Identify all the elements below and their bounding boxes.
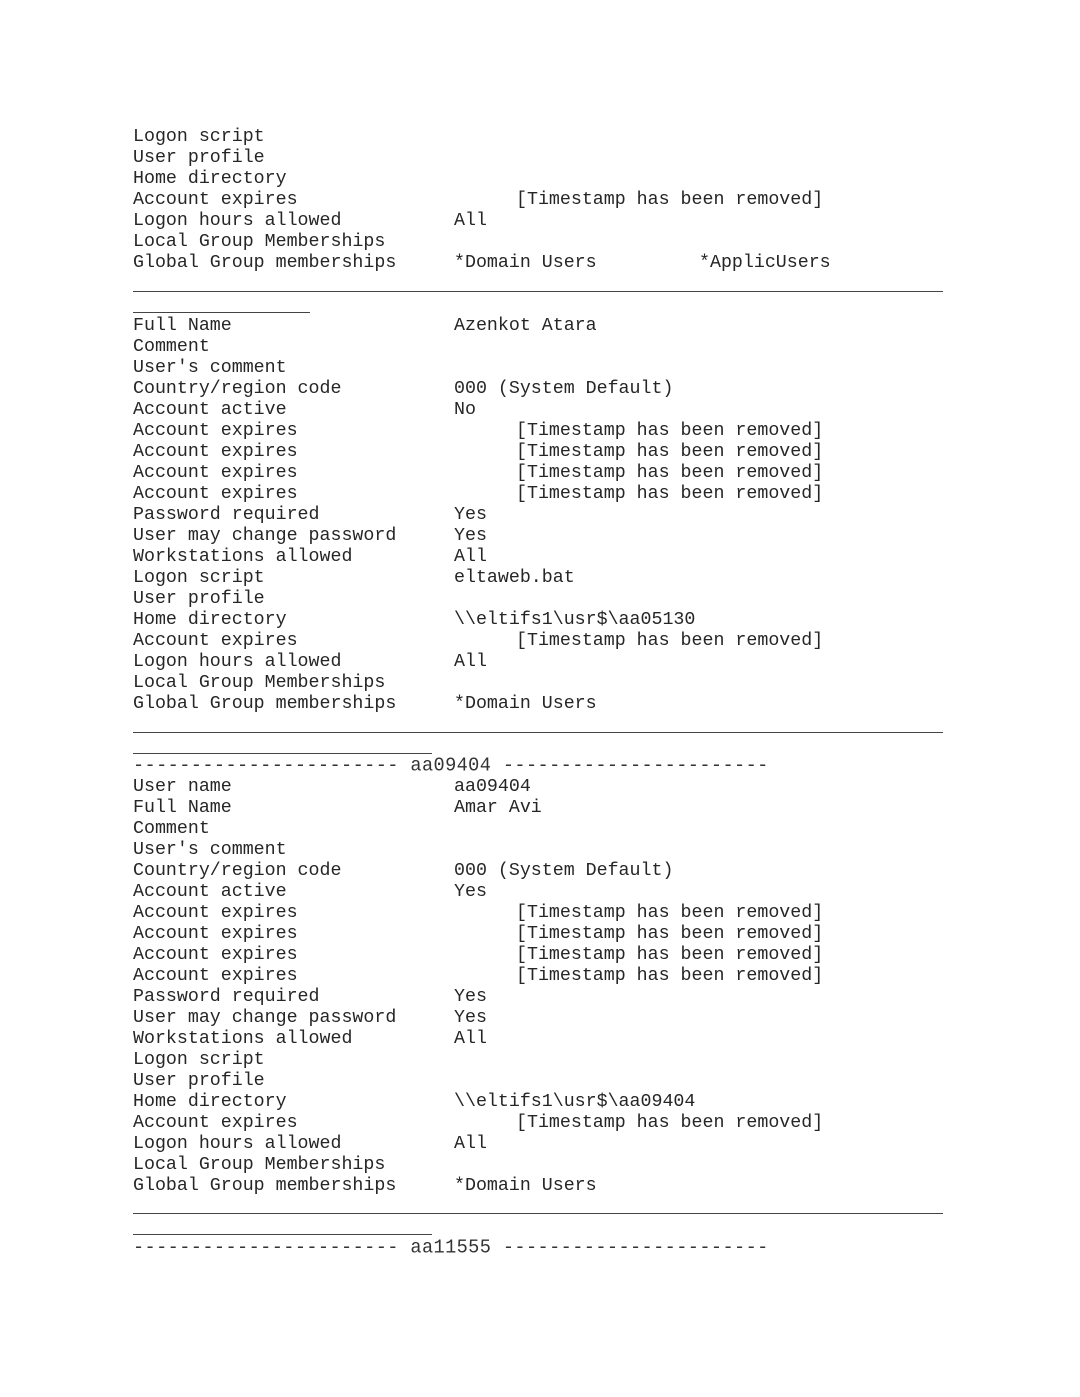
record-row bbox=[133, 966, 824, 987]
record-row bbox=[133, 1176, 597, 1197]
user-separator-heading: ----------------------- aa09404 ----------------------- bbox=[133, 755, 769, 778]
field-value: [Timestamp has been removed] bbox=[516, 463, 824, 483]
record-row bbox=[133, 526, 487, 547]
field-value: Yes bbox=[454, 882, 487, 902]
field-label: Account expires bbox=[133, 1113, 298, 1133]
field-value: Yes bbox=[454, 1008, 487, 1028]
field-value: aa09404 bbox=[454, 777, 531, 797]
field-label: Account expires bbox=[133, 966, 298, 986]
record-row bbox=[133, 652, 487, 673]
field-label: Account expires bbox=[133, 190, 298, 210]
field-label: User name bbox=[133, 777, 232, 797]
record-row bbox=[133, 1008, 487, 1029]
field-label: User may change password bbox=[133, 526, 397, 546]
record-row bbox=[133, 232, 386, 253]
record-row bbox=[133, 1050, 265, 1071]
field-label: Workstations allowed bbox=[133, 1029, 353, 1049]
field-label: Account expires bbox=[133, 421, 298, 441]
record-row bbox=[133, 1071, 265, 1092]
field-value: Yes bbox=[454, 505, 487, 525]
field-label: Account active bbox=[133, 882, 287, 902]
field-label: User's comment bbox=[133, 358, 287, 378]
field-label: Account expires bbox=[133, 924, 298, 944]
field-label: Logon script bbox=[133, 127, 265, 147]
record-row bbox=[133, 673, 386, 694]
field-label: Logon hours allowed bbox=[133, 1134, 342, 1154]
record-row bbox=[133, 1092, 696, 1113]
field-label: Account expires bbox=[133, 945, 298, 965]
divider-line bbox=[133, 1213, 943, 1214]
field-label: Global Group memberships bbox=[133, 253, 397, 273]
record-row bbox=[133, 1134, 487, 1155]
record-row bbox=[133, 484, 824, 505]
field-label: Full Name bbox=[133, 798, 232, 818]
record-row bbox=[133, 777, 531, 798]
field-label: Password required bbox=[133, 505, 320, 525]
field-value: All bbox=[454, 1029, 487, 1049]
field-value: All bbox=[454, 652, 487, 672]
divider-line bbox=[133, 732, 943, 733]
field-label: Global Group memberships bbox=[133, 1176, 397, 1196]
field-value: Yes bbox=[454, 526, 487, 546]
field-value: [Timestamp has been removed] bbox=[516, 421, 824, 441]
record-row bbox=[133, 211, 487, 232]
record-row bbox=[133, 694, 597, 715]
record-row bbox=[133, 610, 696, 631]
record-row bbox=[133, 924, 824, 945]
field-label: Logon hours allowed bbox=[133, 211, 342, 231]
field-label: User profile bbox=[133, 148, 265, 168]
record-row bbox=[133, 505, 487, 526]
field-value: [Timestamp has been removed] bbox=[516, 1113, 824, 1133]
record-row bbox=[133, 798, 542, 819]
field-label: Account active bbox=[133, 400, 287, 420]
field-label: Account expires bbox=[133, 484, 298, 504]
field-label: Workstations allowed bbox=[133, 547, 353, 567]
field-value: [Timestamp has been removed] bbox=[516, 945, 824, 965]
field-label: Account expires bbox=[133, 903, 298, 923]
record-row bbox=[133, 861, 674, 882]
field-label: Comment bbox=[133, 337, 210, 357]
field-label: Comment bbox=[133, 819, 210, 839]
field-value: Yes bbox=[454, 987, 487, 1007]
field-label: Global Group memberships bbox=[133, 694, 397, 714]
field-value: All bbox=[454, 211, 487, 231]
divider-line bbox=[133, 291, 943, 292]
field-value: [Timestamp has been removed] bbox=[516, 924, 824, 944]
record-row bbox=[133, 547, 487, 568]
field-label: Local Group Memberships bbox=[133, 673, 386, 693]
record-row bbox=[133, 148, 265, 169]
field-label: Local Group Memberships bbox=[133, 1155, 386, 1175]
record-row bbox=[133, 882, 487, 903]
field-value: [Timestamp has been removed] bbox=[516, 966, 824, 986]
record-row bbox=[133, 819, 210, 840]
field-value: No bbox=[454, 400, 476, 420]
record-row bbox=[133, 400, 476, 421]
field-label: Full Name bbox=[133, 316, 232, 336]
field-label: User profile bbox=[133, 1071, 265, 1091]
field-label: Country/region code bbox=[133, 379, 342, 399]
record-row bbox=[133, 253, 831, 274]
record-row bbox=[133, 1113, 824, 1134]
field-value: [Timestamp has been removed] bbox=[516, 484, 824, 504]
field-value-secondary: *ApplicUsers bbox=[699, 253, 831, 273]
record-row bbox=[133, 1029, 487, 1050]
field-label: Country/region code bbox=[133, 861, 342, 881]
field-label: User profile bbox=[133, 589, 265, 609]
field-value: Amar Avi bbox=[454, 798, 542, 818]
field-value: 000 (System Default) bbox=[454, 861, 674, 881]
record-row bbox=[133, 945, 824, 966]
record-row bbox=[133, 169, 287, 190]
record-row bbox=[133, 840, 287, 861]
field-label: Home directory bbox=[133, 169, 287, 189]
divider-line bbox=[133, 753, 432, 754]
record-row bbox=[133, 442, 824, 463]
field-value: All bbox=[454, 1134, 487, 1154]
field-value: \\eltifs1\usr$\aa05130 bbox=[454, 610, 696, 630]
record-row bbox=[133, 903, 824, 924]
field-label: Account expires bbox=[133, 442, 298, 462]
field-label: User may change password bbox=[133, 1008, 397, 1028]
record-row bbox=[133, 127, 265, 148]
field-value: [Timestamp has been removed] bbox=[516, 190, 824, 210]
record-row bbox=[133, 337, 210, 358]
record-row bbox=[133, 316, 597, 337]
field-label: Password required bbox=[133, 987, 320, 1007]
user-separator-heading: ----------------------- aa11555 ----------------------- bbox=[133, 1237, 769, 1260]
field-value: *Domain Users bbox=[454, 253, 597, 273]
field-value: 000 (System Default) bbox=[454, 379, 674, 399]
field-value: Azenkot Atara bbox=[454, 316, 597, 336]
field-value: [Timestamp has been removed] bbox=[516, 903, 824, 923]
field-value: All bbox=[454, 547, 487, 567]
record-row bbox=[133, 379, 674, 400]
field-label: Logon hours allowed bbox=[133, 652, 342, 672]
field-label: Account expires bbox=[133, 463, 298, 483]
field-label: Local Group Memberships bbox=[133, 232, 386, 252]
divider-line bbox=[133, 1234, 432, 1235]
field-value: [Timestamp has been removed] bbox=[516, 442, 824, 462]
record-row bbox=[133, 358, 287, 379]
record-row bbox=[133, 987, 487, 1008]
record-row bbox=[133, 589, 265, 610]
divider-line bbox=[133, 312, 310, 313]
record-row bbox=[133, 463, 824, 484]
field-value: eltaweb.bat bbox=[454, 568, 575, 588]
field-label: Logon script bbox=[133, 568, 265, 588]
field-value: *Domain Users bbox=[454, 1176, 597, 1196]
field-label: Account expires bbox=[133, 631, 298, 651]
field-value: [Timestamp has been removed] bbox=[516, 631, 824, 651]
record-row bbox=[133, 568, 575, 589]
field-label: User's comment bbox=[133, 840, 287, 860]
field-value: *Domain Users bbox=[454, 694, 597, 714]
record-row bbox=[133, 631, 824, 652]
record-row bbox=[133, 190, 824, 211]
field-value: \\eltifs1\usr$\aa09404 bbox=[454, 1092, 696, 1112]
field-label: Home directory bbox=[133, 610, 287, 630]
record-row bbox=[133, 1155, 386, 1176]
record-row bbox=[133, 421, 824, 442]
field-label: Logon script bbox=[133, 1050, 265, 1070]
field-label: Home directory bbox=[133, 1092, 287, 1112]
